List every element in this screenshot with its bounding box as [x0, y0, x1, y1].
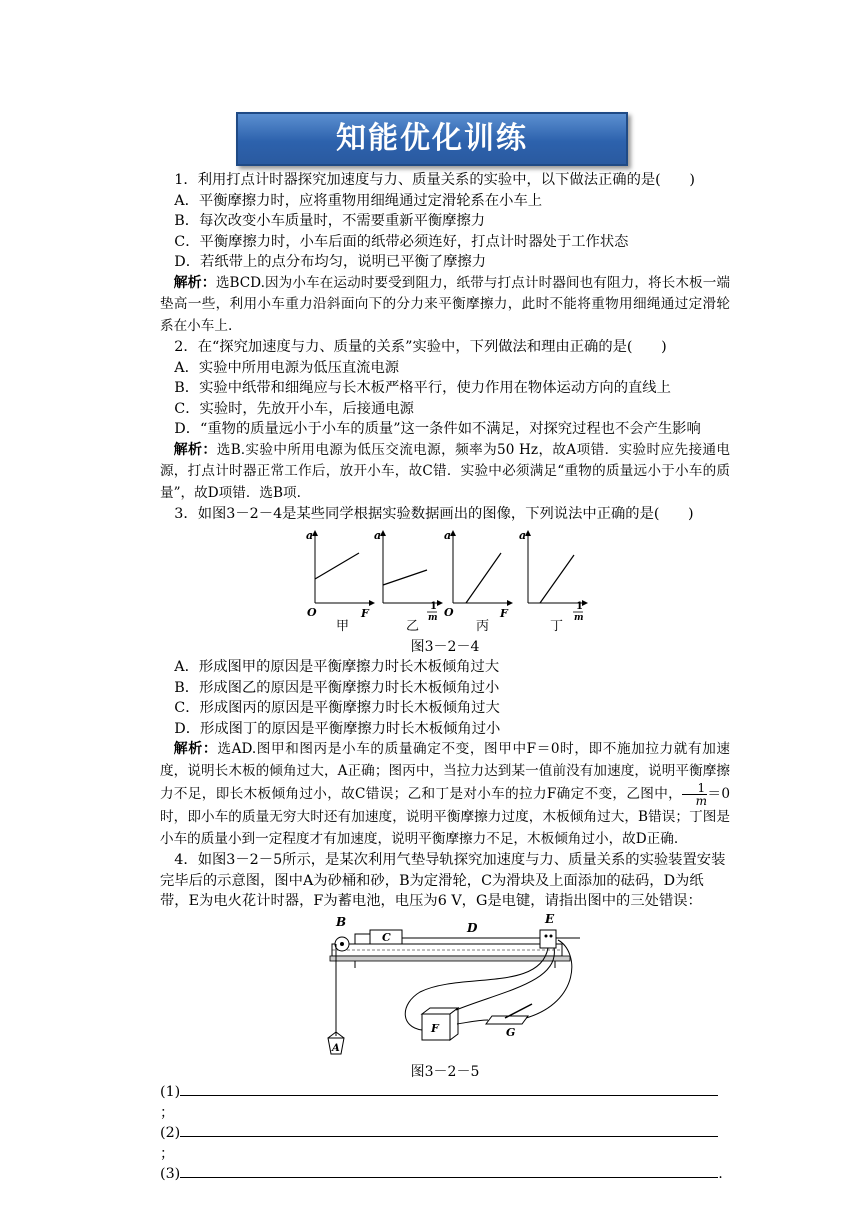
q2-option-b: B．实验中纸带和细绳应与长木板严格平行，使力作用在物体运动方向的直线上	[174, 380, 671, 396]
analysis-label: 解析：	[173, 741, 218, 757]
blank-2	[160, 1123, 730, 1164]
q2-option-a: A．实验中所用电源为低压直流电源	[174, 359, 400, 376]
q1-option-c: C．平衡摩擦力时，小车后面的纸带必须连好，打点计时器处于工作状态	[174, 233, 629, 250]
q3-option-d: D．形成图丁的原因是平衡摩擦力时长木板倾角过小	[174, 720, 501, 737]
q3-option-b: B．形成图乙的原因是平衡摩擦力时长木板倾角过小	[174, 679, 500, 696]
answer-blank[interactable]	[180, 1136, 718, 1137]
q1-stem: 1．利用打点计时器探究加速度与力、质量关系的实验中，以下做法正确的是( )	[174, 172, 695, 188]
four-graphs	[160, 525, 730, 623]
label-b: B	[336, 914, 347, 929]
q2-analysis	[160, 440, 730, 505]
axis-f: F	[500, 606, 508, 620]
blank-number: (3)	[160, 1166, 181, 1182]
q3-analysis-text-2: ＝0时，即小车的质量无穷大时还有加速度，说明平衡摩擦力过度，木板倾角过大，B错误；丁图是小车的质量小到一定程度才有加速度，说明平衡摩擦力不足，木板倾角过小，故D正确.	[160, 786, 730, 847]
label-ding: 丁	[550, 618, 564, 634]
blank-number: (1)	[160, 1084, 181, 1100]
q3-option-c: C．形成图丙的原因是平衡摩擦力时长木板倾角过大	[174, 700, 500, 716]
frac-num: 1	[682, 782, 707, 795]
label-jia: 甲	[336, 618, 350, 634]
blank-end: .	[718, 1166, 723, 1182]
graph-jia	[306, 529, 372, 620]
label-a: A	[332, 1042, 340, 1054]
analysis-label: 解析：	[173, 441, 217, 458]
q1-analysis	[160, 273, 730, 338]
axis-a: a	[306, 528, 314, 542]
graph-ding	[519, 529, 585, 623]
blank-end: ；	[160, 1145, 175, 1162]
q3-analysis	[160, 739, 730, 850]
graph-yi	[374, 529, 440, 623]
label-f: F	[431, 1021, 439, 1035]
figure-caption: 图3－2－4	[410, 638, 480, 655]
axis-a: a	[444, 528, 452, 542]
q2-option-d: D．“重物的质量远小于小车的质量”这一条件如不满足，对探究过程也不会产生影响	[174, 421, 701, 437]
q1-option-d: D．若纸带上的点分布均匀，说明已平衡了摩擦力	[174, 254, 486, 270]
q1-option-b: B．每次改变小车质量时，不需要重新平衡摩擦力	[174, 213, 486, 229]
section-banner: 知能优化训练	[236, 112, 628, 166]
label-yi: 乙	[406, 618, 420, 634]
blank-3	[160, 1164, 730, 1185]
blank-number: (2)	[160, 1125, 181, 1141]
axis-frac-num: 1	[576, 600, 583, 612]
q1-analysis-text: 选BCD.因为小车在运动时要受到阻力，纸带与打点计时器间也有阻力，将长木板一端垫高一些，利用小车重力沿斜面向下的分力来平衡摩擦力，此时不能将重物用细绳通过定滑轮系在小车上.	[160, 274, 730, 334]
blank-end: ；	[160, 1104, 175, 1121]
apparatus-figure	[160, 912, 730, 1062]
answer-blank[interactable]	[180, 1095, 718, 1096]
axis-frac-num: 1	[430, 600, 437, 612]
figure-caption: 图3－2－5	[410, 1063, 480, 1080]
analysis-label: 解析：	[173, 274, 216, 291]
graph-labels	[160, 617, 730, 637]
q3-analysis-text-1: 选AD.图甲和图丙是小车的质量确定不变，图甲中F＝0时，即不施加拉力就有加速度，说明长木板的倾角过大，A正确；图丙中，当拉力达到某一值前没有加速度，说明平衡摩擦力不足，即长木板倾角过小，故C错误；乙和丁是对小车的拉力F确定不变，乙图中，	[160, 741, 731, 802]
apparatus-diagram	[160, 912, 730, 1062]
label-c: C	[382, 930, 391, 944]
q1-option-a: A．平衡摩擦力时，应将重物用细绳通过定滑轮系在小车上	[174, 192, 543, 209]
q2-option-c: C．实验时，先放开小车，后接通电源	[174, 400, 414, 417]
q4-stem: 4．如图3－2－5所示，是某次利用气垫导轨探究加速度与力、质量关系的实验装置安装完毕后的示意图，图中A为砂桶和砂，B为定滑轮，C为滑块及上面添加的砝码，D为纸带，E为电火花计时器，F为蓄电池，电压为6 V，G是电键，请指出图中的三处错误：	[160, 852, 726, 909]
q3-stem: 3．如图3－2－4是某些同学根据实验数据画出的图像，下列说法中正确的是( )	[174, 506, 694, 522]
blank-1	[160, 1082, 730, 1123]
graph-bing	[444, 529, 510, 620]
q2-stem: 2．在“探究加速度与力、质量的关系”实验中，下列做法和理由正确的是( )	[174, 339, 667, 355]
axis-a: a	[374, 528, 382, 542]
label-e: E	[545, 911, 555, 926]
content	[160, 170, 730, 1185]
axis-frac-den: m	[428, 612, 438, 623]
answer-blank[interactable]	[180, 1177, 718, 1178]
label-bing: 丙	[476, 618, 490, 634]
label-g: G	[506, 1025, 516, 1039]
fraction-one-over-m	[682, 782, 707, 807]
frac-den: m	[695, 794, 708, 808]
axis-f: F	[361, 606, 369, 620]
q3-option-a: A．形成图甲的原因是平衡摩擦力时长木板倾角过大	[174, 659, 500, 675]
label-d: D	[467, 920, 478, 935]
axis-frac-den: m	[574, 612, 584, 623]
axis-a: a	[519, 528, 527, 542]
origin: O	[307, 605, 317, 619]
q2-analysis-text: 选B.实验中所用电源为低压交流电源，频率为50 Hz，故A项错．实验时应先接通电源，打点计时器正常工作后，放开小车，故C错．实验中必须满足“重物的质量远小于小车的质量”，故D项错．选B项.	[160, 441, 730, 501]
origin: O	[444, 605, 454, 619]
graph-figure	[160, 525, 730, 623]
